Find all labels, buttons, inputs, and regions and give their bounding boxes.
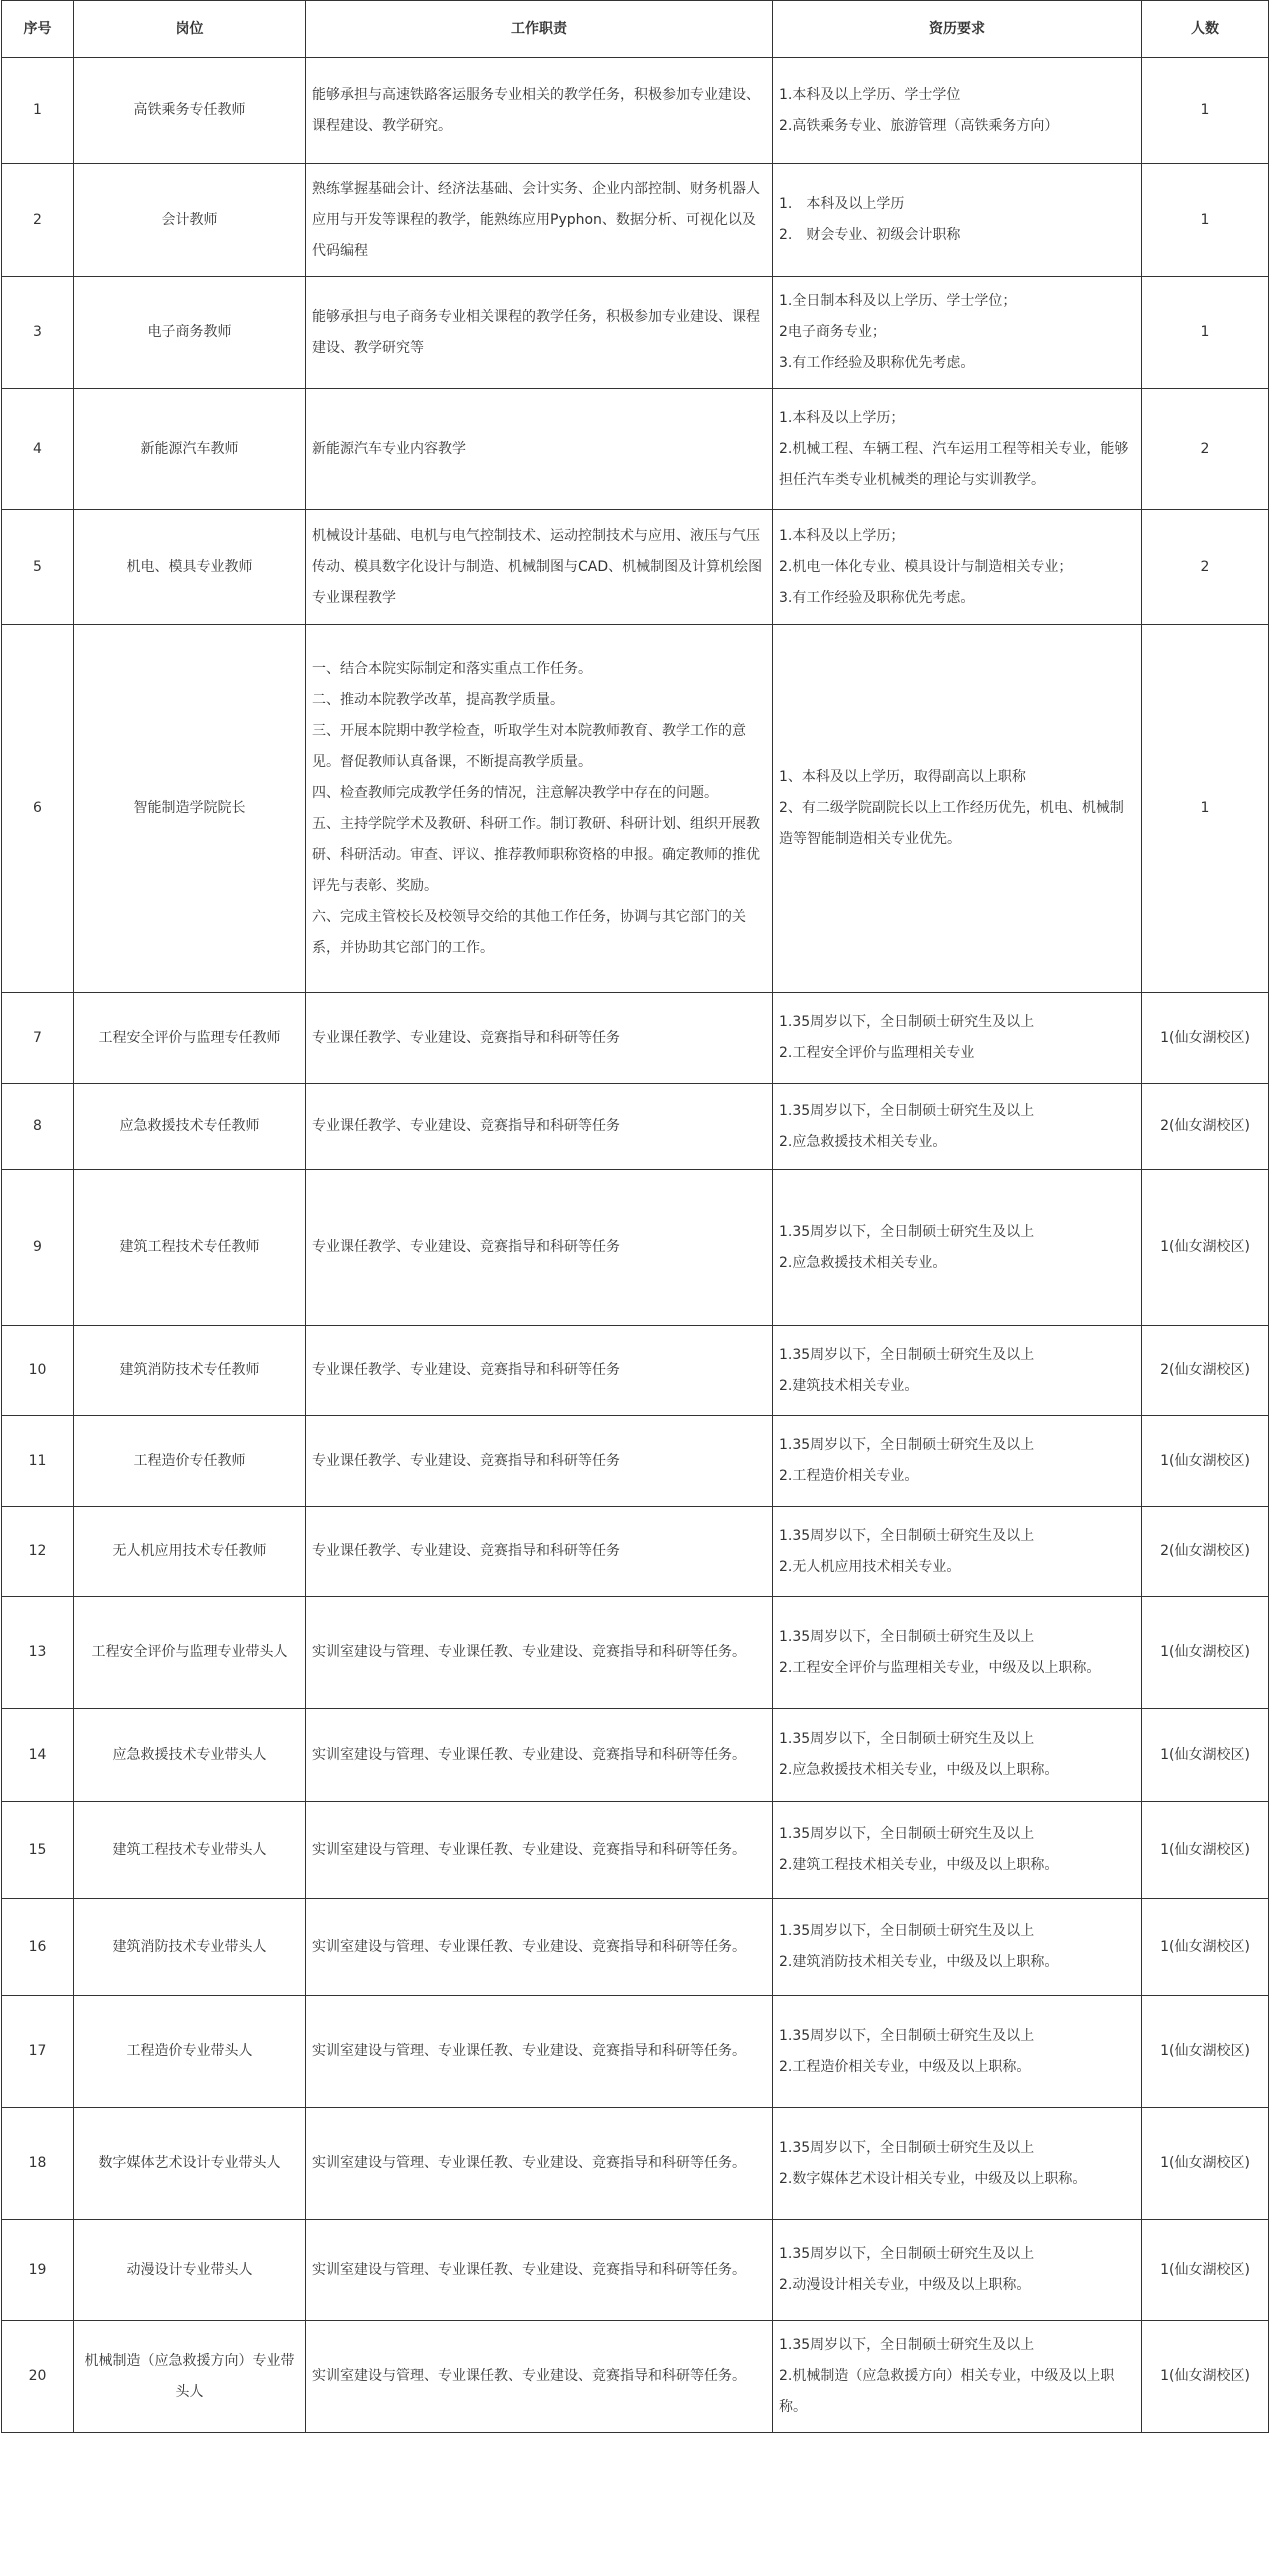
cell-duties [306,389,773,510]
cell-requirements-line: 1.35周岁以下，全日制硕士研究生及以上 [779,1628,1035,1645]
cell-requirements-line: 1.35周岁以下，全日制硕士研究生及以上 [779,1014,1035,1030]
cell-no: 19 [2,2220,74,2321]
cell-duties [306,1996,773,2108]
cell-requirements-line: 2.机械制造（应急救援方向）相关专业，中级及以上职称。 [779,2368,1115,2415]
table-body [2,58,1269,2433]
cell-post: 建筑消防技术专任教师 [74,1326,306,1416]
cell-no: 3 [2,277,74,389]
cell-duties [306,625,773,993]
cell-requirements [773,1597,1142,1709]
cell-no: 9 [2,1170,74,1326]
cell-no: 16 [2,1899,74,1996]
cell-duties [306,1084,773,1170]
cell-no: 1 [2,58,74,164]
table-row [2,1802,1269,1899]
cell-post: 机电、模具专业教师 [74,510,306,625]
cell-requirements-line: 1.本科及以上学历； [779,527,905,544]
cell-requirements-line: 1.35周岁以下，全日制硕士研究生及以上 [779,1923,1035,1939]
cell-requirements-line: 2.无人机应用技术相关专业。 [779,1558,961,1575]
cell-duties-line: 机械设计基础、电机与电气控制技术、运动控制技术与应用、液压与气压传动、模具数字化设计与制造、机械制图与CAD、机械制图及计算机绘图专业课程教学 [312,527,763,606]
cell-duties-line: 二、推动本院教学改革，提高教学质量。 [312,691,564,708]
header-duties: 工作职责 [306,1,773,58]
cell-duties-line: 专业课任教学、专业建设、竞赛指导和科研等任务 [312,1543,620,1559]
cell-count: 1 [1142,625,1269,993]
cell-no: 13 [2,1597,74,1709]
cell-requirements-line: 1.本科及以上学历； [779,409,905,426]
cell-requirements [773,58,1142,164]
cell-no: 10 [2,1326,74,1416]
cell-duties [306,1507,773,1597]
table-row [2,389,1269,510]
cell-duties [306,1170,773,1326]
cell-duties-line: 实训室建设与管理、专业课任教、专业建设、竞赛指导和科研等任务。 [312,1841,746,1858]
cell-duties-line: 专业课任教学、专业建设、竞赛指导和科研等任务 [312,1239,620,1255]
cell-count: 2 [1142,510,1269,625]
table-row [2,58,1269,164]
cell-requirements-line: 2.工程造价相关专业，中级及以上职称。 [779,2058,1031,2075]
cell-requirements [773,1170,1142,1326]
cell-post: 数字媒体艺术设计专业带头人 [74,2108,306,2220]
table-row [2,1597,1269,1709]
cell-requirements-line: 1.35周岁以下，全日制硕士研究生及以上 [779,2337,1035,2353]
cell-requirements-line: 2.建筑工程技术相关专业，中级及以上职称。 [779,1857,1059,1873]
header-no: 序号 [2,1,74,58]
cell-duties-line: 实训室建设与管理、专业课任教、专业建设、竞赛指导和科研等任务。 [312,1746,746,1763]
cell-requirements [773,1802,1142,1899]
cell-requirements [773,2220,1142,2321]
cell-duties [306,1899,773,1996]
table-row [2,1899,1269,1996]
header-requirements: 资历要求 [773,1,1142,58]
cell-duties [306,510,773,625]
cell-post: 工程安全评价与监理专业带头人 [74,1597,306,1709]
cell-count: 1(仙女湖校区) [1142,2321,1269,2433]
cell-post: 工程安全评价与监理专任教师 [74,993,306,1084]
cell-no: 5 [2,510,74,625]
cell-count: 1(仙女湖校区) [1142,2220,1269,2321]
cell-requirements-line: 2.机电一体化专业、模具设计与制造相关专业； [779,558,1073,575]
cell-requirements-line: 1.35周岁以下，全日制硕士研究生及以上 [779,2246,1035,2262]
cell-requirements [773,993,1142,1084]
table-row [2,1709,1269,1802]
cell-requirements-line: 2.动漫设计相关专业，中级及以上职称。 [779,2277,1031,2293]
cell-requirements-line: 1.35周岁以下，全日制硕士研究生及以上 [779,1437,1035,1453]
cell-requirements-line: 1.全日制本科及以上学历、学士学位； [779,293,1017,309]
cell-no: 18 [2,2108,74,2220]
cell-requirements-line: 2.建筑技术相关专业。 [779,1377,919,1394]
cell-requirements-line: 2.建筑消防技术相关专业，中级及以上职称。 [779,1954,1059,1970]
cell-post: 高铁乘务专任教师 [74,58,306,164]
cell-requirements-line: 1.35周岁以下，全日制硕士研究生及以上 [779,1731,1035,1747]
cell-requirements [773,1084,1142,1170]
cell-post: 建筑消防技术专业带头人 [74,1899,306,1996]
cell-requirements [773,1899,1142,1996]
cell-duties-line: 四、检查教师完成教学任务的情况，注意解决教学中存在的问题。 [312,784,718,801]
table-row [2,164,1269,277]
table-row [2,277,1269,389]
cell-requirements [773,2321,1142,2433]
cell-duties-line: 能够承担与高速铁路客运服务专业相关的教学任务，积极参加专业建设、课程建设、教学研究。 [312,86,760,134]
cell-requirements-line: 3.有工作经验及职称优先考虑。 [779,355,975,371]
cell-requirements [773,510,1142,625]
cell-requirements [773,1996,1142,2108]
cell-requirements-line: 1.35周岁以下，全日制硕士研究生及以上 [779,1826,1035,1842]
cell-duties-line: 实训室建设与管理、专业课任教、专业建设、竞赛指导和科研等任务。 [312,1938,746,1955]
cell-count: 1 [1142,277,1269,389]
recruitment-table [1,0,1269,2433]
cell-duties [306,1597,773,1709]
cell-count: 1(仙女湖校区) [1142,1899,1269,1996]
cell-requirements [773,1326,1142,1416]
table-row [2,1170,1269,1326]
cell-duties-line: 一、结合本院实际制定和落实重点工作任务。 [312,660,592,677]
cell-requirements-line: 1.35周岁以下，全日制硕士研究生及以上 [779,1223,1035,1240]
cell-duties [306,1416,773,1507]
cell-duties-line: 新能源汽车专业内容教学 [312,440,466,457]
table-row [2,625,1269,993]
table-row [2,993,1269,1084]
cell-duties-line: 专业课任教学、专业建设、竞赛指导和科研等任务 [312,1452,620,1469]
cell-count: 2(仙女湖校区) [1142,1507,1269,1597]
cell-requirements-line: 2.应急救援技术相关专业，中级及以上职称。 [779,1762,1059,1778]
cell-requirements [773,164,1142,277]
cell-duties-line: 三、开展本院期中教学检查，听取学生对本院教师教育、教学工作的意见。督促教师认真备课，不断提高教学质量。 [312,722,746,770]
cell-no: 20 [2,2321,74,2433]
cell-count: 2(仙女湖校区) [1142,1084,1269,1170]
cell-no: 17 [2,1996,74,2108]
cell-count: 1(仙女湖校区) [1142,993,1269,1084]
cell-requirements [773,1416,1142,1507]
cell-requirements-line: 2电子商务专业； [779,324,886,340]
table-row [2,1416,1269,1507]
header-post: 岗位 [74,1,306,58]
cell-post: 无人机应用技术专任教师 [74,1507,306,1597]
cell-requirements-line: 2.工程造价相关专业。 [779,1468,919,1484]
cell-count: 1 [1142,58,1269,164]
cell-requirements [773,389,1142,510]
cell-duties [306,1709,773,1802]
table-row [2,1084,1269,1170]
cell-duties-line: 实训室建设与管理、专业课任教、专业建设、竞赛指导和科研等任务。 [312,1644,746,1660]
cell-requirements-line: 1、本科及以上学历，取得副高以上职称 [779,769,1026,785]
cell-duties [306,1802,773,1899]
cell-duties [306,58,773,164]
cell-post: 应急救援技术专业带头人 [74,1709,306,1802]
cell-requirements-line: 1.本科及以上学历、学士学位 [779,86,961,103]
header-count: 人数 [1142,1,1269,58]
cell-duties-line: 专业课任教学、专业建设、竞赛指导和科研等任务 [312,1118,620,1134]
cell-duties-line: 能够承担与电子商务专业相关课程的教学任务，积极参加专业建设、课程建设、教学研究等 [312,308,760,356]
cell-requirements-line: 1.35周岁以下，全日制硕士研究生及以上 [779,2027,1035,2044]
cell-duties-line: 五、主持学院学术及教研、科研工作。制订教研、科研计划、组织开展教研、科研活动。审查、评议、推荐教师职称资格的申报。确定教师的推优评先与表彰、奖励。 [312,815,760,894]
cell-no: 11 [2,1416,74,1507]
cell-post: 机械制造（应急救援方向）专业带头人 [74,2321,306,2433]
cell-no: 12 [2,1507,74,1597]
cell-duties [306,1326,773,1416]
cell-count: 2 [1142,389,1269,510]
cell-post: 应急救援技术专任教师 [74,1084,306,1170]
table-row [2,1996,1269,2108]
cell-post: 建筑工程技术专任教师 [74,1170,306,1326]
cell-duties-line: 实训室建设与管理、专业课任教、专业建设、竞赛指导和科研等任务。 [312,2043,746,2059]
cell-post: 工程造价专业带头人 [74,1996,306,2108]
cell-requirements-line: 2.应急救援技术相关专业。 [779,1133,947,1150]
cell-requirements-line: 2.数字媒体艺术设计相关专业，中级及以上职称。 [779,2170,1087,2187]
cell-no: 8 [2,1084,74,1170]
cell-duties [306,2108,773,2220]
cell-duties-line: 专业课任教学、专业建设、竞赛指导和科研等任务 [312,1362,620,1378]
cell-count: 1(仙女湖校区) [1142,1170,1269,1326]
cell-count: 1(仙女湖校区) [1142,1802,1269,1899]
cell-requirements-line: 2、有二级学院副院长以上工作经历优先，机电、机械制造等智能制造相关专业优先。 [779,800,1124,847]
cell-post: 电子商务教师 [74,277,306,389]
cell-duties-line: 实训室建设与管理、专业课任教、专业建设、竞赛指导和科研等任务。 [312,2155,746,2171]
cell-duties [306,993,773,1084]
cell-requirements [773,277,1142,389]
table-row [2,2321,1269,2433]
cell-no: 14 [2,1709,74,1802]
cell-count: 1(仙女湖校区) [1142,1996,1269,2108]
cell-requirements-line: 1. 本科及以上学历 [779,196,905,212]
cell-count: 1(仙女湖校区) [1142,1416,1269,1507]
cell-requirements-line: 2.高铁乘务专业、旅游管理（高铁乘务方向） [779,117,1059,134]
table-row [2,510,1269,625]
cell-duties [306,2321,773,2433]
cell-count: 2(仙女湖校区) [1142,1326,1269,1416]
cell-count: 1(仙女湖校区) [1142,1597,1269,1709]
cell-duties [306,2220,773,2321]
cell-no: 4 [2,389,74,510]
cell-requirements-line: 2.机械工程、车辆工程、汽车运用工程等相关专业，能够担任汽车类专业机械类的理论与实训教学。 [779,440,1129,488]
cell-requirements [773,625,1142,993]
cell-duties-line: 六、完成主管校长及校领导交给的其他工作任务，协调与其它部门的关系，并协助其它部门的工作。 [312,908,746,956]
cell-duties-line: 实训室建设与管理、专业课任教、专业建设、竞赛指导和科研等任务。 [312,2368,746,2384]
cell-duties-line: 熟练掌握基础会计、经济法基础、会计实务、企业内部控制、财务机器人应用与开发等课程的教学，能熟练应用Pyphon、数据分析、可视化以及代码编程 [312,180,760,259]
table-row [2,1326,1269,1416]
cell-no: 15 [2,1802,74,1899]
cell-requirements-line: 2. 财会专业、初级会计职称 [779,227,961,243]
table-row [2,1507,1269,1597]
cell-post: 智能制造学院院长 [74,625,306,993]
cell-requirements-line: 1.35周岁以下，全日制硕士研究生及以上 [779,2139,1035,2156]
cell-duties [306,164,773,277]
table-row [2,2108,1269,2220]
cell-duties-line: 专业课任教学、专业建设、竞赛指导和科研等任务 [312,1029,620,1046]
cell-requirements [773,1709,1142,1802]
table-row [2,2220,1269,2321]
cell-count: 1(仙女湖校区) [1142,2108,1269,2220]
cell-post: 会计教师 [74,164,306,277]
cell-count: 1 [1142,164,1269,277]
cell-requirements-line: 1.35周岁以下，全日制硕士研究生及以上 [779,1346,1035,1363]
cell-requirements-line: 2.工程安全评价与监理相关专业 [779,1045,975,1061]
cell-post: 动漫设计专业带头人 [74,2220,306,2321]
cell-requirements [773,2108,1142,2220]
cell-count: 1(仙女湖校区) [1142,1709,1269,1802]
cell-requirements-line: 3.有工作经验及职称优先考虑。 [779,589,975,606]
cell-requirements-line: 2.应急救援技术相关专业。 [779,1254,947,1271]
cell-requirements-line: 2.工程安全评价与监理相关专业，中级及以上职称。 [779,1659,1101,1676]
cell-post: 工程造价专任教师 [74,1416,306,1507]
cell-no: 7 [2,993,74,1084]
cell-requirements-line: 1.35周岁以下，全日制硕士研究生及以上 [779,1102,1035,1119]
cell-duties [306,277,773,389]
cell-post: 新能源汽车教师 [74,389,306,510]
table-header-row [2,1,1269,58]
cell-no: 2 [2,164,74,277]
cell-duties-line: 实训室建设与管理、专业课任教、专业建设、竞赛指导和科研等任务。 [312,2261,746,2278]
cell-requirements-line: 1.35周岁以下，全日制硕士研究生及以上 [779,1527,1035,1544]
cell-requirements [773,1507,1142,1597]
cell-post: 建筑工程技术专业带头人 [74,1802,306,1899]
cell-no: 6 [2,625,74,993]
